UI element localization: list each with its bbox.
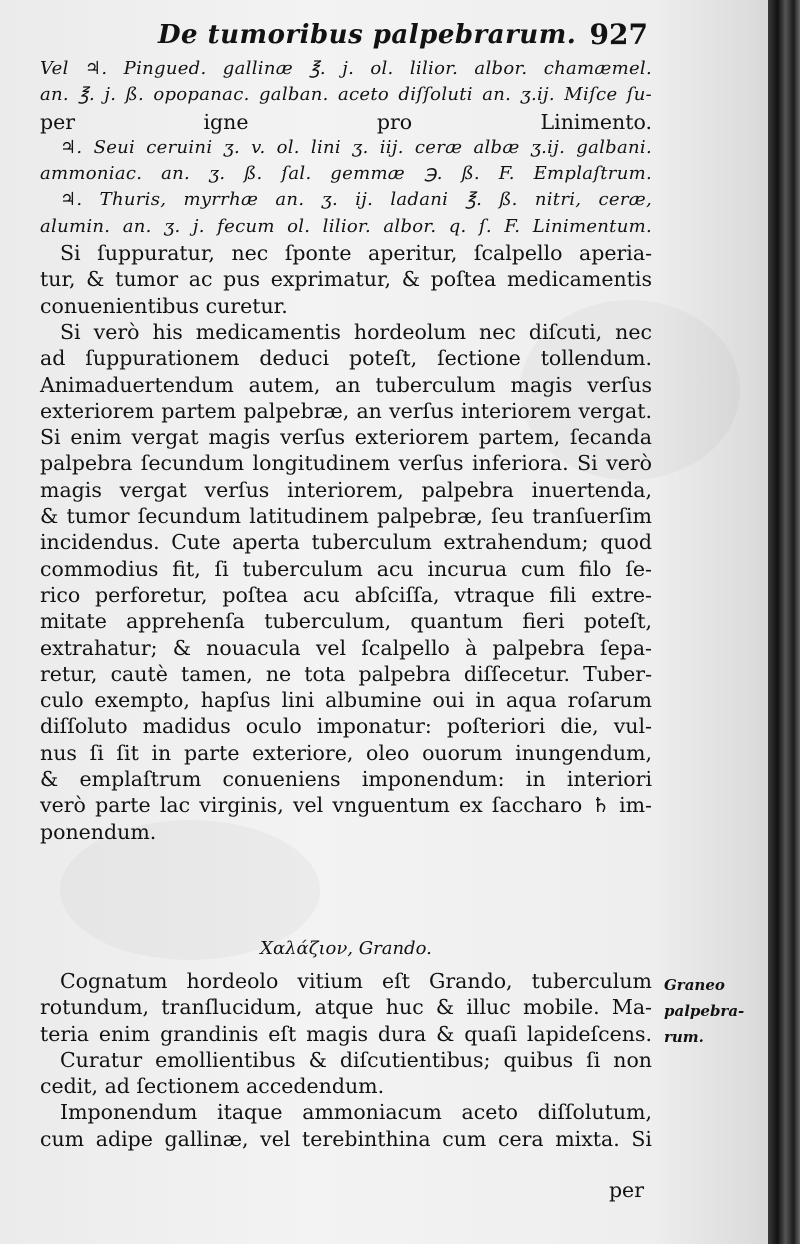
text-line: magis vergat verſus interiorem, palpebra inuertenda, bbox=[40, 477, 652, 502]
text-line: ad ſuppurationem deduci poteſt, ſectione tollendum. bbox=[40, 346, 652, 371]
text-line: ♃. Thuris, myrrhæ an. ʒ. ij. ladani ℥. ß. nitri, ceræ, bbox=[60, 189, 652, 211]
text-line: Si verò his medicamentis hordeolum nec diſcuti, nec bbox=[60, 319, 652, 344]
text-line: Imponendum itaque ammoniacum aceto diſſolutum, bbox=[60, 1100, 652, 1125]
text-line: culo exempto, hapſus lini albumine oui in aqua roſarum bbox=[40, 688, 652, 713]
text-line: mitate apprehenſa tuberculum, quantum fieri poteſt, bbox=[40, 609, 652, 634]
text-line: alumin. an. ʒ. j. fecum ol. lilior. albor. q. ſ. F. Linimentum. bbox=[40, 215, 652, 237]
text-line: nus ſi ſit in parte exteriore, oleo ouorum inungendum, bbox=[40, 740, 652, 765]
text-line: Cognatum hordeolo vitium eſt Grando, tuberculum bbox=[60, 969, 652, 993]
running-title: De tumoribus palpebrarum. bbox=[158, 20, 577, 50]
text-block-main bbox=[40, 56, 652, 845]
text-line: per igne pro Linimento. bbox=[40, 109, 652, 134]
text-line: an. ℥. j. ß. opopanac. galban. aceto diſſoluti an. ʒ.ij. Miſce ſu- bbox=[40, 84, 652, 106]
running-head bbox=[40, 20, 648, 54]
margin-note-line: rum. bbox=[664, 1028, 704, 1046]
text-line: teria enim grandinis eſt magis dura & quaſi lapideſcens. bbox=[40, 1021, 652, 1046]
text-line: rotundum, tranſlucidum, atque huc & illuc mobile. Ma- bbox=[40, 995, 652, 1020]
text-line: verò parte lac virginis, vel vnguentum ex ſaccharo ♄ im- bbox=[40, 793, 652, 818]
text-line: Si enim vergat magis verſus exteriorem partem, ſecanda bbox=[40, 425, 652, 450]
section-heading: Χαλάζιον, Grando. bbox=[260, 938, 432, 959]
text-line: cum adipe gallinæ, vel terebinthina cum cera mixta. Si bbox=[40, 1126, 652, 1151]
text-line: conuenientibus curetur. bbox=[40, 293, 288, 318]
text-block-grando bbox=[40, 968, 652, 1152]
text-line: Si ſuppuratur, nec ſponte aperitur, ſcalpello aperia- bbox=[60, 241, 652, 266]
text-line: & emplaſtrum conueniens imponendum: in interiori bbox=[40, 767, 652, 792]
text-line: incidendus. Cute aperta tuberculum extrahendum; quod bbox=[40, 530, 652, 555]
text-line: Vel ♃. Pingued. gallinæ ℥. j. ol. lilior. albor. chamæmel. bbox=[40, 58, 652, 79]
margin-note-line: palpebra- bbox=[664, 1002, 745, 1020]
text-line: ammoniac. an. ʒ. ß. ſal. gemmæ ℈. ß. F. Emplaſtrum. bbox=[40, 163, 652, 185]
text-line: tur, & tumor ac pus exprimatur, & poſtea medicamentis bbox=[40, 267, 652, 292]
text-line: commodius fit, ſi tuberculum acu incurua cum filo ſe- bbox=[40, 556, 652, 581]
text-line: ponendum. bbox=[40, 819, 157, 844]
text-line: ♃. Seui ceruini ʒ. v. ol. lini ʒ. iij. ceræ albæ ʒ.ij. galbani. bbox=[60, 136, 652, 158]
text-line: retur, cautè tamen, ne tota palpebra diſſecetur. Tuber- bbox=[40, 661, 652, 686]
catchword: per bbox=[608, 1178, 644, 1202]
margin-note-line: Graneo bbox=[664, 976, 725, 994]
text-line: Animaduertendum autem, an tuberculum magis verſus bbox=[40, 372, 652, 397]
page-number: 927 bbox=[589, 18, 648, 51]
text-line: cedit, ad ſectionem accedendum. bbox=[40, 1074, 385, 1099]
text-line: diſſoluto madidus oculo imponatur: poſteriori die, vul- bbox=[40, 714, 652, 739]
text-line: palpebra ſecundum longitudinem verſus inferiora. Si verò bbox=[40, 451, 652, 476]
text-line: exteriorem partem palpebræ, an verſus interiorem vergat. bbox=[40, 398, 652, 423]
text-line: rico perforetur, poſtea acu abſciſſa, vtraque fili extre- bbox=[40, 582, 652, 607]
book-spine bbox=[768, 0, 800, 1244]
text-line: Curatur emollientibus & diſcutientibus; quibus ſi non bbox=[60, 1047, 652, 1072]
margin-note bbox=[664, 972, 764, 1050]
text-line: extrahatur; & nouacula vel ſcalpello à palpebra ſepa- bbox=[40, 635, 652, 660]
text-line: & tumor ſecundum latitudinem palpebræ, ſeu tranſuerſim bbox=[40, 504, 652, 529]
